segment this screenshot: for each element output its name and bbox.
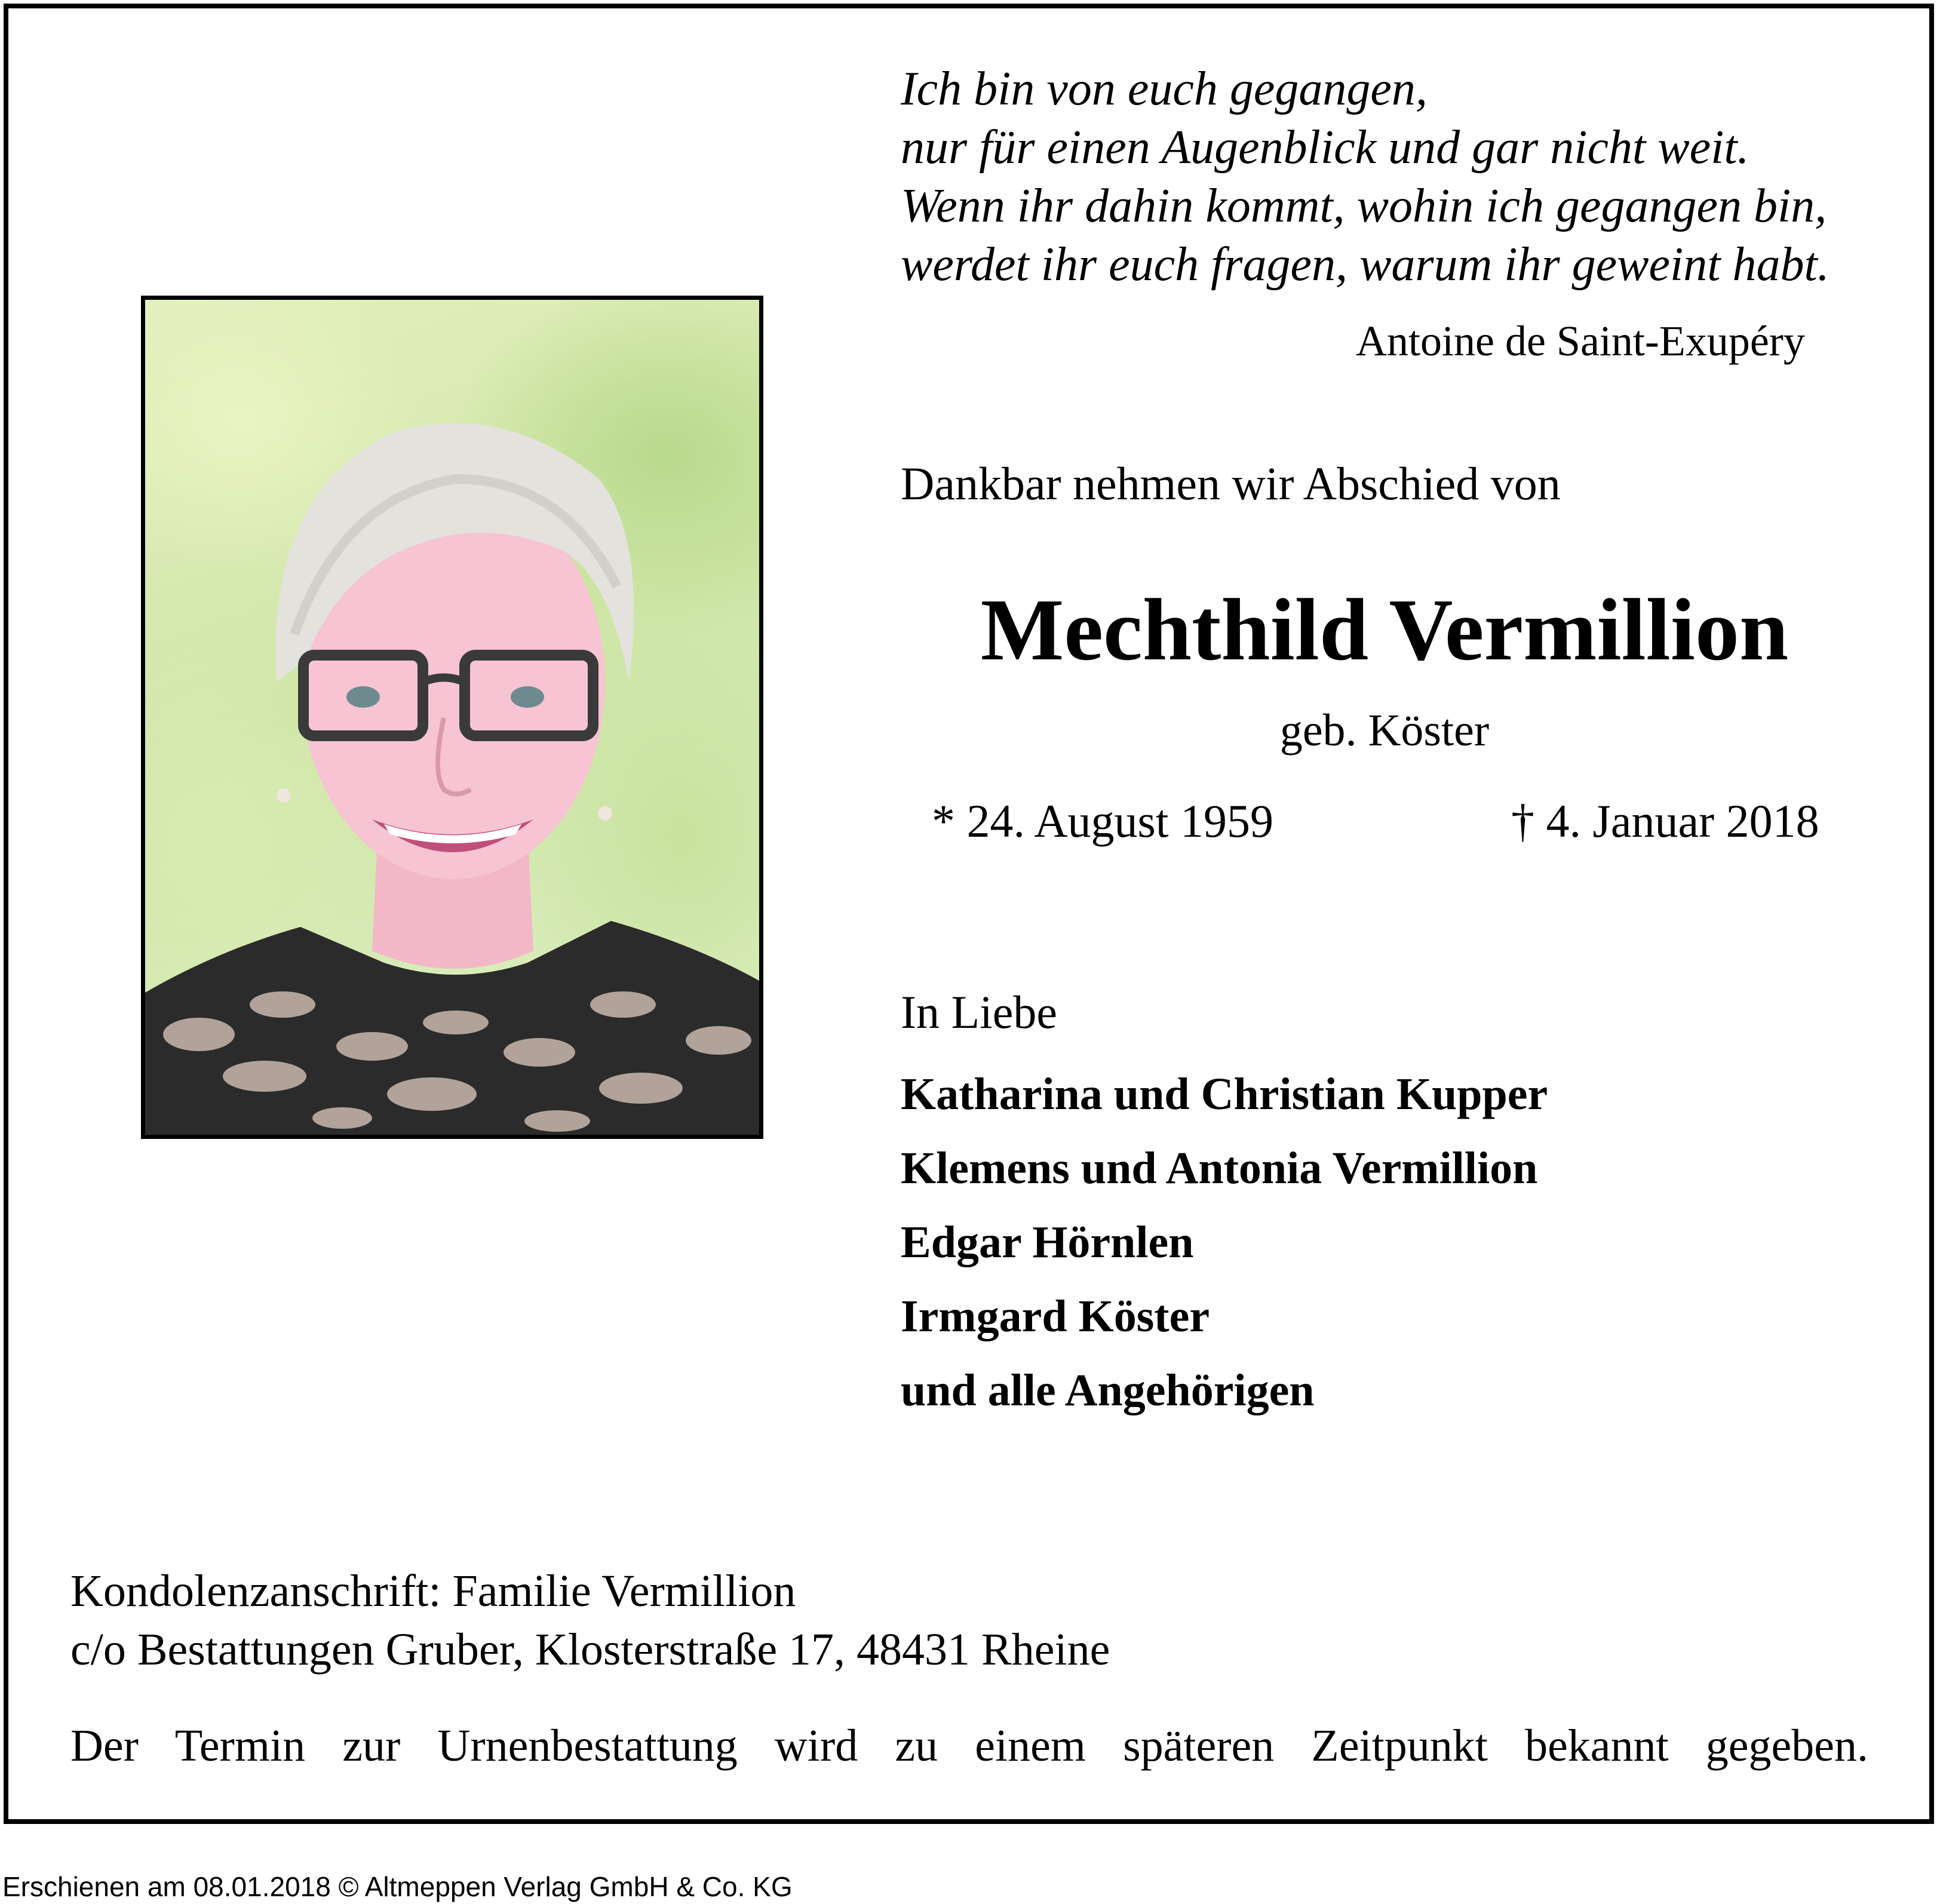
publication-footer: Erschienen am 08.01.2018 © Altmeppen Verlag GmbH & Co. KG (2, 1871, 793, 1902)
intro-text: Dankbar nehmen wir Abschied von (901, 457, 1561, 509)
quote (901, 60, 1830, 294)
address-line: c/o Bestattungen Gruber, Klosterstraße 17, 48431 Rheine (70, 1624, 1110, 1675)
address-line: Kondolenzanschrift: Familie Vermillion (70, 1566, 796, 1616)
death-date: † 4. Januar 2018 (1511, 795, 1819, 847)
mourner-name: Irmgard Köster (901, 1291, 1210, 1341)
maiden-name: geb. Köster (1279, 705, 1490, 756)
quote-line: Wenn ihr dahin kommt, wohin ich gegangen bin, (901, 180, 1827, 232)
birth-date: * 24. August 1959 (932, 795, 1274, 847)
quote-author: Antoine de Saint-Exupéry (1356, 317, 1805, 365)
mourner-name: und alle Angehörigen (901, 1365, 1315, 1415)
in-love-text: In Liebe (901, 986, 1058, 1038)
mourner-name: Edgar Hörnlen (901, 1217, 1194, 1267)
quote-line: werdet ihr euch fragen, warum ihr geweint habt. (901, 238, 1830, 291)
deceased-name: Mechthild Vermillion (980, 581, 1789, 679)
mourners-list (901, 1057, 1548, 1427)
portrait-illustration (145, 300, 759, 1135)
portrait-photo (141, 296, 763, 1139)
quote-line: Ich bin von euch gegangen, (901, 63, 1428, 115)
mourner-name: Katharina und Christian Kupper (901, 1069, 1548, 1119)
condolence-address (70, 1562, 1110, 1679)
funeral-notice: Der Termin zur Urnenbestattung wird zu einem späteren Zeitpunkt bekannt gegeben. (70, 1721, 1868, 1771)
quote-line: nur für einen Augenblick und gar nicht weit. (901, 121, 1749, 174)
mourner-name: Klemens und Antonia Vermillion (901, 1143, 1538, 1193)
